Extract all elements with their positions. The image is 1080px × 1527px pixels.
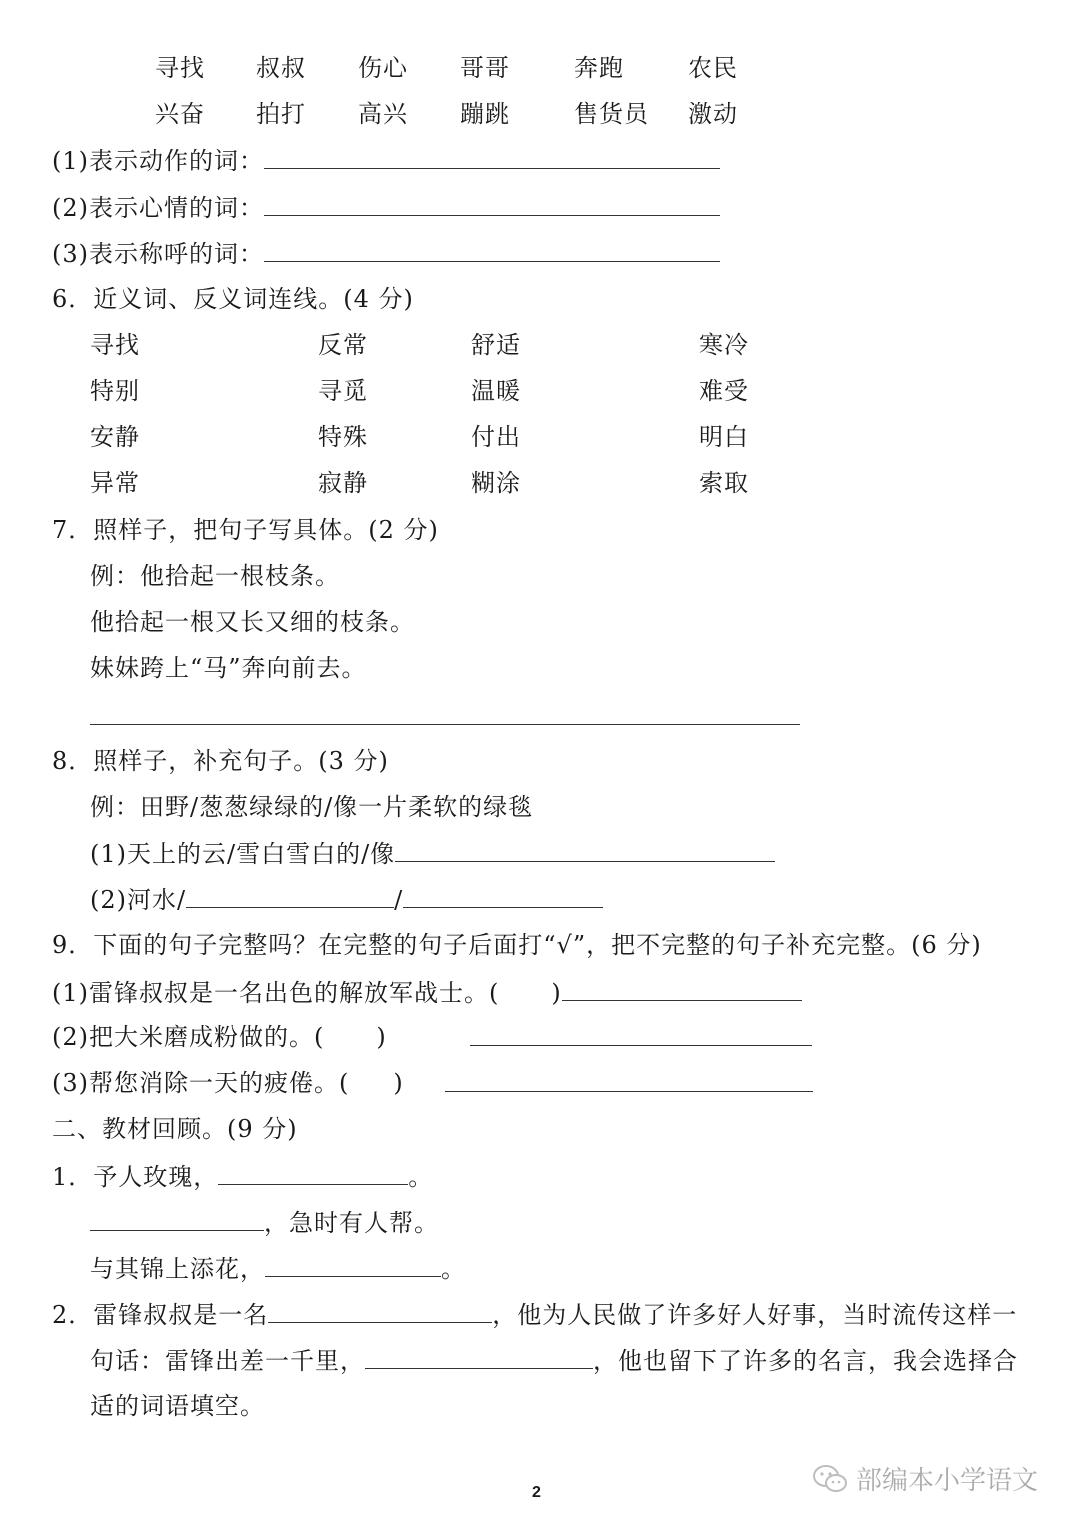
q7-example-answer: 他拾起一根又长又细的枝条。 [90, 608, 415, 636]
q6-word: 难受 [699, 377, 749, 405]
word-bank-item: 奔跑 [574, 54, 624, 82]
q6-word: 安静 [90, 423, 140, 451]
q8-item-1 [90, 837, 775, 870]
q8-item-2 [90, 883, 603, 916]
q9-close-paren: ) [393, 1069, 404, 1097]
q8-item-label: (2)河水/ [90, 886, 187, 914]
q7-prompt: 妹妹跨上“马”奔向前去。 [90, 654, 367, 682]
word-bank-item: 高兴 [358, 100, 408, 128]
word-bank-item: 叔叔 [256, 54, 306, 82]
q6-word: 异常 [90, 469, 140, 497]
q5-item-label: (3)表示称呼的词： [52, 240, 264, 268]
q6-word: 寂静 [318, 469, 368, 497]
q7-example: 例：他拾起一根枝条。 [90, 562, 340, 590]
page-number: 2 [532, 1484, 541, 1501]
wechat-icon [812, 1464, 848, 1494]
s2-q2-text: 2．雷锋叔叔是一名 [52, 1301, 269, 1329]
answer-blank[interactable] [403, 883, 603, 908]
q6-word: 寻觅 [318, 377, 368, 405]
q8-title: 8．照样子，补充句子。(3 分) [52, 747, 389, 775]
q9-title: 9．下面的句子完整吗？在完整的句子后面打“√”，把不完整的句子补充完整。(6 分) [52, 931, 982, 959]
s2-q1-line-1 [52, 1160, 433, 1193]
q5-item-address [52, 237, 720, 270]
q6-word: 反常 [318, 331, 368, 359]
s2-q1-line-2 [90, 1206, 439, 1239]
q6-word: 寻找 [90, 331, 140, 359]
q9-item-2-blank [470, 1021, 812, 1054]
q6-title: 6．近义词、反义词连线。(4 分) [52, 285, 414, 313]
s2-q2-line-3: 适的词语填空。 [90, 1392, 265, 1420]
answer-blank[interactable] [186, 883, 394, 908]
q6-word: 舒适 [471, 331, 521, 359]
punctuation: 。 [408, 1163, 434, 1191]
word-bank-item: 售货员 [574, 100, 649, 128]
answer-blank[interactable] [445, 1067, 813, 1092]
word-bank-item: 伤心 [358, 54, 408, 82]
word-bank-item: 蹦跳 [460, 100, 510, 128]
q8-example: 例：田野/葱葱绿绿的/像一片柔软的绿毯 [90, 793, 534, 821]
q6-word: 付出 [471, 423, 521, 451]
punctuation: 。 [441, 1255, 466, 1283]
s2-q1-line-3 [90, 1252, 466, 1285]
answer-blank[interactable] [90, 700, 800, 725]
s2-q2-text: 句话：雷锋出差一千里， [90, 1347, 365, 1375]
s2-q2-line-2 [90, 1344, 1018, 1377]
q9-close-paren: ) [376, 1023, 387, 1051]
answer-blank[interactable] [218, 1160, 408, 1185]
q5-item-mood [52, 191, 720, 224]
watermark [812, 1460, 1038, 1497]
q9-item-3-blank [445, 1067, 813, 1100]
q6-word: 特别 [90, 377, 140, 405]
q9-item-3 [52, 1067, 404, 1099]
q9-item-1 [52, 976, 802, 1009]
word-bank-item: 哥哥 [460, 54, 510, 82]
answer-blank[interactable] [264, 191, 720, 216]
word-bank-item: 寻找 [155, 54, 205, 82]
answer-blank[interactable] [265, 1252, 441, 1277]
word-bank-item: 农民 [688, 54, 738, 82]
s2-q1-text: 1．予人玫瑰， [52, 1163, 219, 1191]
q6-word: 索取 [699, 469, 749, 497]
q7-answer-line [90, 700, 800, 733]
answer-blank[interactable] [264, 237, 720, 262]
q8-separator: / [394, 886, 404, 914]
answer-blank[interactable] [562, 976, 802, 1001]
answer-blank[interactable] [268, 1298, 492, 1323]
q6-word: 糊涂 [471, 469, 521, 497]
answer-blank[interactable] [365, 1344, 593, 1369]
q6-word: 寒冷 [699, 331, 749, 359]
q5-item-label: (1)表示动作的词： [52, 147, 264, 175]
q7-title: 7．照样子，把句子写具体。(2 分) [52, 516, 439, 544]
word-bank-item: 激动 [688, 100, 738, 128]
q9-item-label: (2)把大米磨成粉做的。( [52, 1023, 325, 1051]
answer-blank[interactable] [90, 1206, 264, 1231]
q5-item-label: (2)表示心情的词： [52, 194, 264, 222]
watermark-text: 部编本小学语文 [856, 1466, 1039, 1496]
s2-q2-text: ，他也留下了许多的名言，我会选择合 [593, 1347, 1018, 1375]
q5-item-action [52, 144, 720, 177]
answer-blank[interactable] [470, 1021, 812, 1046]
s2-q2-text: ，他为人民做了许多好人好事，当时流传这样一 [492, 1301, 1018, 1329]
answer-blank[interactable] [264, 144, 720, 169]
s2-q1-text: 与其锦上添花， [90, 1255, 265, 1283]
q9-item-label: (3)帮您消除一天的疲倦。( [52, 1069, 350, 1097]
q6-word: 明白 [699, 423, 749, 451]
q8-item-label: (1)天上的云/雪白雪白的/像 [90, 840, 396, 868]
q9-item-label: (1)雷锋叔叔是一名出色的解放军战士。( [52, 979, 500, 1007]
section-2-title: 二、教材回顾。(9 分) [52, 1115, 298, 1143]
answer-blank[interactable] [395, 837, 775, 862]
q6-word: 特殊 [318, 423, 368, 451]
s2-q1-text: ，急时有人帮。 [264, 1209, 439, 1237]
word-bank-item: 兴奋 [155, 100, 205, 128]
s2-q2-line-1 [52, 1298, 1017, 1331]
q6-word: 温暖 [471, 377, 521, 405]
word-bank-item: 拍打 [256, 100, 306, 128]
q9-close-paren: ) [551, 979, 562, 1007]
q9-item-2 [52, 1021, 387, 1053]
